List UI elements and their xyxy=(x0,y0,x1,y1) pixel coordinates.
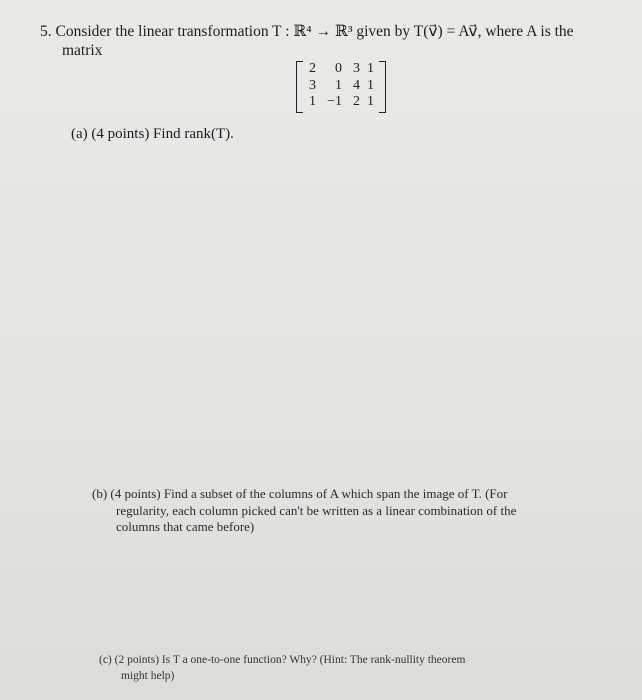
matrix-entry: 2 xyxy=(309,61,316,76)
problem-statement-line-1: 5. Consider the linear transformation T : ℝ⁴ → ℝ³ given by T(v⃗) = Av⃗, where A is the xyxy=(40,23,574,40)
part-a-question: (a) (4 points) Find rank(T). xyxy=(71,126,234,142)
matrix-entry: 2 xyxy=(353,94,360,110)
matrix-entry: 3 xyxy=(353,61,360,76)
matrix-entry: 1 xyxy=(367,77,374,93)
matrix-entry: 3 xyxy=(309,77,316,93)
matrix-entry: 1 xyxy=(309,94,316,110)
matrix-a xyxy=(296,61,386,113)
problem-statement-line-2: matrix xyxy=(62,42,103,59)
part-b-line-2: regularity, each column picked can't be written as a linear combination of the xyxy=(116,502,517,518)
part-b-question xyxy=(92,486,597,536)
part-c-line-2: might help) xyxy=(121,670,175,682)
matrix-entry: 0 xyxy=(335,61,342,76)
part-b-line-3: columns that came before) xyxy=(116,519,255,534)
problem-statement xyxy=(40,22,630,60)
matrix-entry: 4 xyxy=(353,77,360,93)
part-c-line-1: (c) (2 points) Is T a one-to-one function? Why? (Hint: The rank-nullity theorem xyxy=(99,654,466,666)
part-c-question xyxy=(99,652,599,684)
matrix-entry: 1 xyxy=(367,94,374,110)
matrix-entry: −1 xyxy=(327,94,342,110)
part-b-line-1: (b) (4 points) Find a subset of the columns of A which span the image of T. (For xyxy=(92,486,508,501)
matrix-entry: 1 xyxy=(367,61,374,76)
matrix-entry: 1 xyxy=(335,77,342,93)
matrix-entries xyxy=(302,61,380,111)
matrix-right-bracket xyxy=(379,61,386,113)
